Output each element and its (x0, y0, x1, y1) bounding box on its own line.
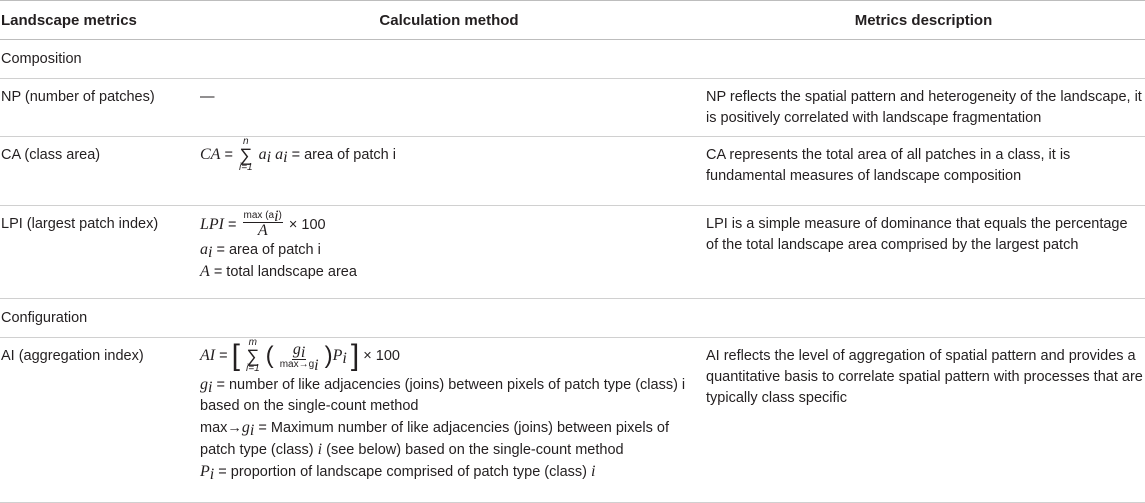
table-row-ca (0, 137, 1145, 206)
metric-name-np: NP (number of patches) (0, 79, 196, 137)
section-label-configuration: Configuration (0, 299, 1145, 338)
ai-def-g: $g_i$ = number of like adjacencies (joins) between pixels of patch type (class) i based on the single-count method (200, 376, 686, 415)
lpi-formula: LPI = $\frac{\max (a_i)}{A}$ × 100 (200, 208, 326, 239)
method-lpi (196, 206, 702, 299)
lpi-fraction: $\frac{\max (a_i)}{A}$ (243, 208, 282, 239)
ai-formula: AI = [ m ∑ i=1 ( $\frac{g_i}{\max\to g_i}$ )$P_i$ ] × 100 (200, 337, 400, 375)
lpi-def-a: $a_i$ = area of patch i (200, 241, 321, 262)
metric-name-lpi: LPI (largest patch index) (0, 206, 196, 299)
table-row-np (0, 79, 1145, 137)
description-ai: AI reflects the level of aggregation of spatial pattern and provides a quantitative basis to correlate spatial pattern with processes that are typically class specific (702, 338, 1145, 503)
ai-def-p: $P_i$ = proportion of landscape comprised of patch type (class) i (200, 463, 596, 484)
table-row-lpi (0, 206, 1145, 299)
header-metrics-description: Metrics description (702, 1, 1145, 40)
description-lpi: LPI is a simple measure of dominance that equals the percentage of the total landscape area comprised by the largest patch (702, 206, 1145, 299)
lpi-def-A: A = total landscape area (200, 263, 357, 281)
header-calculation-method: Calculation method (196, 1, 702, 40)
description-np: NP reflects the spatial pattern and heterogeneity of the landscape, it is positively correlated with landscape fragmentation (702, 79, 1145, 137)
header-row (0, 1, 1145, 40)
header-landscape-metrics: Landscape metrics (0, 1, 196, 40)
metric-name-ca: CA (class area) (0, 137, 196, 206)
method-np: — (196, 79, 702, 137)
method-ca (196, 137, 702, 206)
section-label-composition: Composition (0, 40, 1145, 79)
table-row-ai (0, 338, 1145, 503)
method-ai (196, 338, 702, 503)
summation-symbol: n ∑ i=1 (238, 136, 253, 173)
section-row-configuration (0, 299, 1145, 338)
metric-name-ai: AI (aggregation index) (0, 338, 196, 503)
ai-def-max-g: $\max\to g_i$ = Maximum number of like adjacencies (joins) between pixels of patch type (class) i (see below) based on the single-count method (200, 419, 670, 459)
section-row-composition (0, 40, 1145, 79)
description-ca: CA represents the total area of all patches in a class, it is fundamental measures of landscape composition (702, 137, 1145, 206)
ai-fraction: $\frac{g_i}{\max\to g_i}$ (279, 341, 319, 374)
summation-symbol: m ∑ i=1 (246, 337, 260, 375)
ca-formula: CA = n ∑ i=1 $a_i$ $a_i$ = area of patch i (200, 136, 396, 173)
